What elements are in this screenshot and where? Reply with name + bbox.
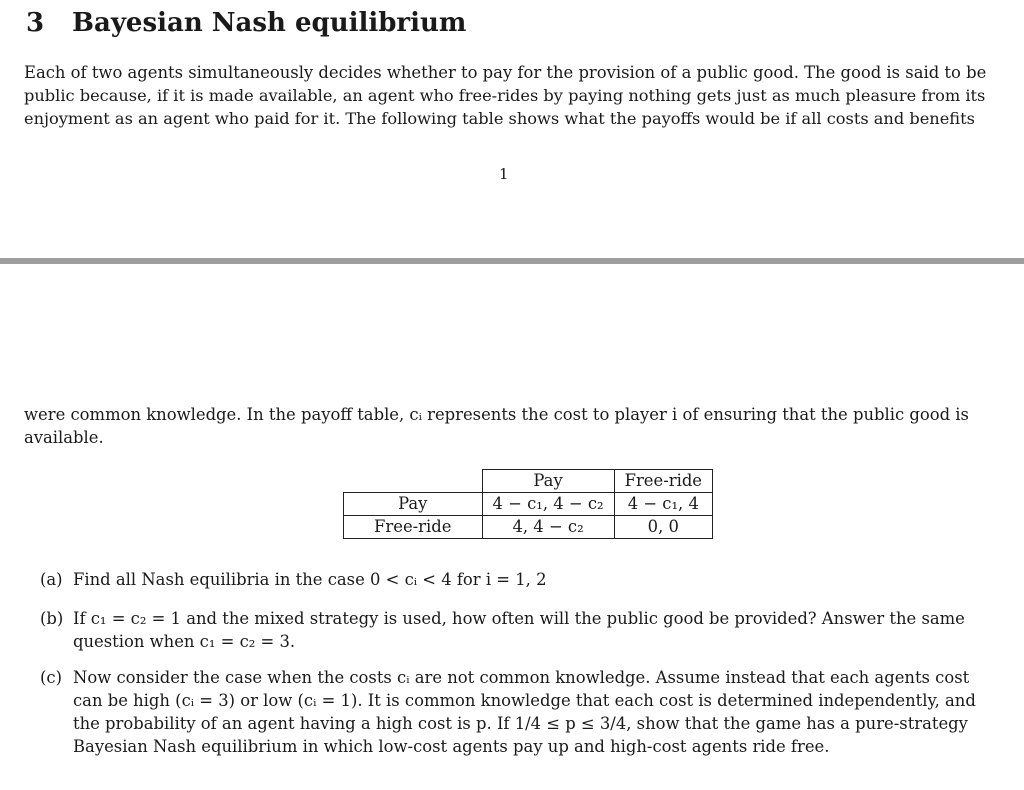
question-text [73, 607, 984, 653]
row-header-pay: Pay [344, 493, 483, 516]
col-header-pay: Pay [482, 470, 614, 493]
section-heading [26, 8, 466, 38]
col-header-free-ride: Free-ride [614, 470, 712, 493]
intro-paragraph [24, 61, 986, 130]
text-line: Each of two agents simultaneously decides whether to pay for the provision of a public good. The good is said to be [24, 63, 987, 82]
text-line: Bayesian Nash equilibrium in which low-cost agents pay up and high-cost agents ride free. [73, 737, 830, 756]
payoff-cell: 0, 0 [614, 516, 712, 539]
text-line: can be high (cᵢ = 3) or low (cᵢ = 1). It is common knowledge that each cost is determined independently, and [73, 691, 976, 710]
page-number: 1 [499, 165, 509, 183]
payoff-cell: 4 − c₁, 4 − c₂ [482, 493, 614, 516]
text-line: Find all Nash equilibria in the case 0 < cᵢ < 4 for i = 1, 2 [73, 570, 547, 589]
page-one [0, 0, 1024, 258]
row-header-free-ride: Free-ride [344, 516, 483, 539]
question-label: (c) [40, 668, 62, 687]
payoff-cell: 4 − c₁, 4 [614, 493, 712, 516]
question-label: (b) [40, 609, 64, 628]
table-corner [344, 470, 483, 493]
payoff-table [343, 469, 713, 539]
table-row [344, 516, 713, 539]
section-title: Bayesian Nash equilibrium [72, 8, 467, 38]
payoff-cell: 4, 4 − c₂ [482, 516, 614, 539]
text-line: enjoyment as an agent who paid for it. The following table shows what the payoffs would be if all costs and benefits [24, 109, 975, 128]
text-line: available. [24, 428, 104, 447]
text-line: Now consider the case when the costs cᵢ are not common knowledge. Assume instead that each agents cost [73, 668, 970, 687]
text-line: question when c₁ = c₂ = 3. [73, 632, 296, 651]
question-text [73, 568, 984, 591]
text-line: the probability of an agent having a high cost is p. If 1/4 ≤ p ≤ 3/4, show that the game has a pure-strategy [73, 714, 968, 733]
continuation-paragraph [24, 403, 986, 449]
page-separator [0, 258, 1024, 264]
text-line: were common knowledge. In the payoff table, cᵢ represents the cost to player i of ensuring that the public good is [24, 405, 969, 424]
question-text [73, 666, 984, 758]
table-header-row [344, 470, 713, 493]
table-row [344, 493, 713, 516]
text-line: public because, if it is made available, an agent who free-rides by paying nothing gets just as much pleasure from its [24, 86, 986, 105]
page-two [0, 266, 1024, 790]
question-label: (a) [40, 570, 63, 589]
section-number: 3 [26, 8, 45, 38]
text-line: If c₁ = c₂ = 1 and the mixed strategy is used, how often will the public good be provided? Answer the same [73, 609, 965, 628]
